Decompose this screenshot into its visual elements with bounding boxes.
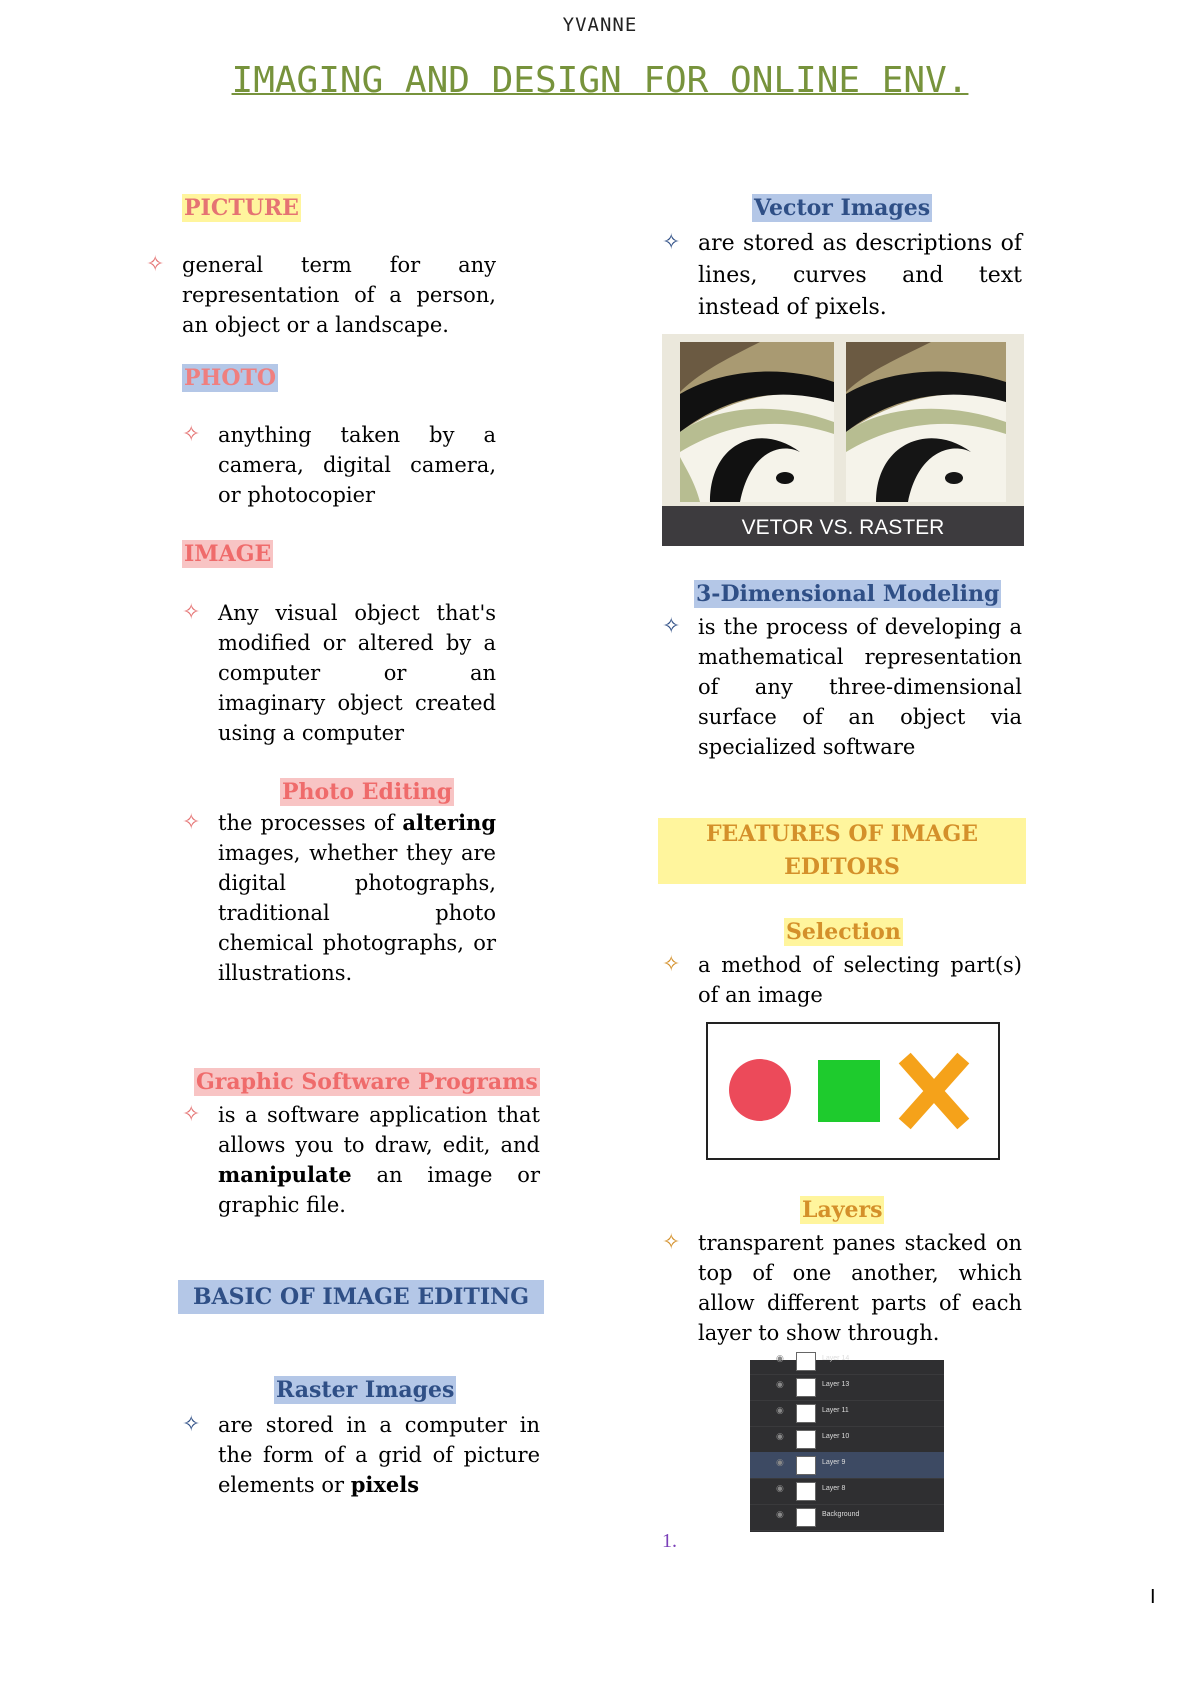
star-bullet-icon: ✧ [182, 810, 201, 835]
green-square-icon [818, 1060, 880, 1122]
vector-vs-raster-image [662, 334, 1024, 546]
photo-editing-definition: the processes of altering images, whether they are digital photographs, traditional photo chemical photographs, or illustrations. [218, 810, 496, 985]
vector-vs-raster-illustration [662, 334, 1024, 546]
layer-thumbnail [796, 1352, 816, 1371]
eye-icon[interactable]: ◉ [776, 1510, 784, 1520]
star-bullet-icon: ✧ [662, 230, 681, 255]
features-band: FEATURES OF IMAGE EDITORS [658, 818, 1026, 884]
vector-definition: are stored as descriptions of lines, curves and text instead of pixels. [698, 231, 1022, 320]
image-heading [182, 540, 273, 568]
selection-shapes-illustration [708, 1024, 998, 1158]
layer-row[interactable] [750, 1400, 944, 1427]
eye-icon[interactable]: ◉ [776, 1484, 784, 1494]
selection-heading-label: Selection [786, 919, 901, 945]
image-definition: Any visual object that's modified or altered by a computer or an imaginary object created using a computer [218, 601, 496, 745]
vector-heading [752, 194, 932, 222]
layer-row[interactable] [750, 1348, 944, 1375]
eye-icon[interactable]: ◉ [776, 1380, 784, 1390]
eye-icon[interactable]: ◉ [776, 1458, 784, 1468]
photo-heading [182, 364, 278, 392]
photo-definition: anything taken by a camera, digital camera, or photocopier [218, 423, 496, 507]
raster-definition: are stored in a computer in the form of a grid of picture elements or pixels [218, 1413, 540, 1497]
modeling-heading [694, 580, 1001, 608]
vector-raster-caption: VETOR VS. RASTER [741, 516, 945, 539]
eye-icon[interactable]: ◉ [776, 1432, 784, 1442]
selection-definition: a method of selecting part(s) of an image [698, 953, 1022, 1007]
graphic-software-heading [194, 1068, 540, 1096]
raster-heading [274, 1376, 456, 1404]
star-bullet-icon: ✧ [182, 422, 201, 447]
layers-heading-label: Layers [802, 1197, 883, 1223]
modeling-heading-label: 3-Dimensional Modeling [696, 581, 1000, 607]
star-bullet-icon: ✧ [182, 600, 201, 625]
layer-name: Layer 13 [822, 1381, 850, 1388]
layer-thumbnail [796, 1378, 816, 1397]
vector-heading-label: Vector Images [754, 195, 931, 221]
list-number: 1. [662, 1530, 677, 1552]
layer-thumbnail [796, 1404, 816, 1423]
modeling-definition: is the process of developing a mathematical representation of any three-dimensional surface of an object via specialized software [698, 615, 1022, 759]
picture-heading-label: PICTURE [184, 195, 299, 221]
selection-shapes-image [706, 1022, 1000, 1160]
layer-name: Layer 14 [822, 1355, 850, 1362]
eye-icon[interactable]: ◉ [776, 1406, 784, 1416]
layer-row[interactable] [750, 1478, 944, 1505]
layer-thumbnail [796, 1456, 816, 1475]
star-bullet-icon: ✧ [662, 614, 681, 639]
basic-image-editing-band: BASIC OF IMAGE EDITING [178, 1280, 544, 1314]
star-bullet-icon: ✧ [662, 952, 681, 977]
layer-row[interactable] [750, 1504, 944, 1531]
graphic-software-heading-label: Graphic Software Programs [196, 1069, 538, 1095]
layer-row[interactable] [750, 1374, 944, 1401]
layer-name: Layer 9 [822, 1459, 846, 1466]
star-bullet-icon: ✧ [662, 1230, 681, 1255]
red-circle-icon [729, 1059, 791, 1121]
page-header: YVANNE [562, 14, 638, 36]
layer-name: Layer 11 [822, 1407, 849, 1414]
picture-definition: general term for any representation of a person, an object or a landscape. [182, 253, 496, 337]
layer-row[interactable] [750, 1452, 944, 1479]
star-bullet-icon: ✧ [182, 1412, 201, 1437]
raster-heading-label: Raster Images [276, 1377, 455, 1403]
photo-editing-heading [280, 778, 454, 806]
layer-thumbnail [796, 1430, 816, 1449]
image-heading-label: IMAGE [184, 541, 272, 567]
photo-heading-label: PHOTO [184, 365, 277, 391]
star-bullet-icon: ✧ [146, 252, 165, 277]
layer-row[interactable] [750, 1426, 944, 1453]
page-number: I [1150, 1586, 1156, 1608]
layers-definition: transparent panes stacked on top of one another, which allow different parts of each layer to show through. [698, 1231, 1022, 1345]
layers-panel-image [750, 1354, 944, 1532]
picture-heading [182, 194, 301, 222]
layer-name: Background [822, 1511, 860, 1518]
layer-thumbnail [796, 1508, 816, 1527]
layers-heading [800, 1196, 884, 1224]
star-bullet-icon: ✧ [182, 1102, 201, 1127]
eye-icon[interactable]: ◉ [776, 1354, 784, 1364]
layer-thumbnail [796, 1482, 816, 1501]
graphic-software-definition: is a software application that allows you to draw, edit, and manipulate an image or graphic file. [218, 1103, 540, 1217]
page-title: IMAGING AND DESIGN FOR ONLINE ENV. [231, 60, 969, 101]
orange-x-icon [910, 1064, 958, 1118]
layer-name: Layer 8 [822, 1485, 846, 1492]
selection-heading [784, 918, 903, 946]
photo-editing-heading-label: Photo Editing [282, 779, 453, 805]
layer-name: Layer 10 [822, 1433, 850, 1440]
